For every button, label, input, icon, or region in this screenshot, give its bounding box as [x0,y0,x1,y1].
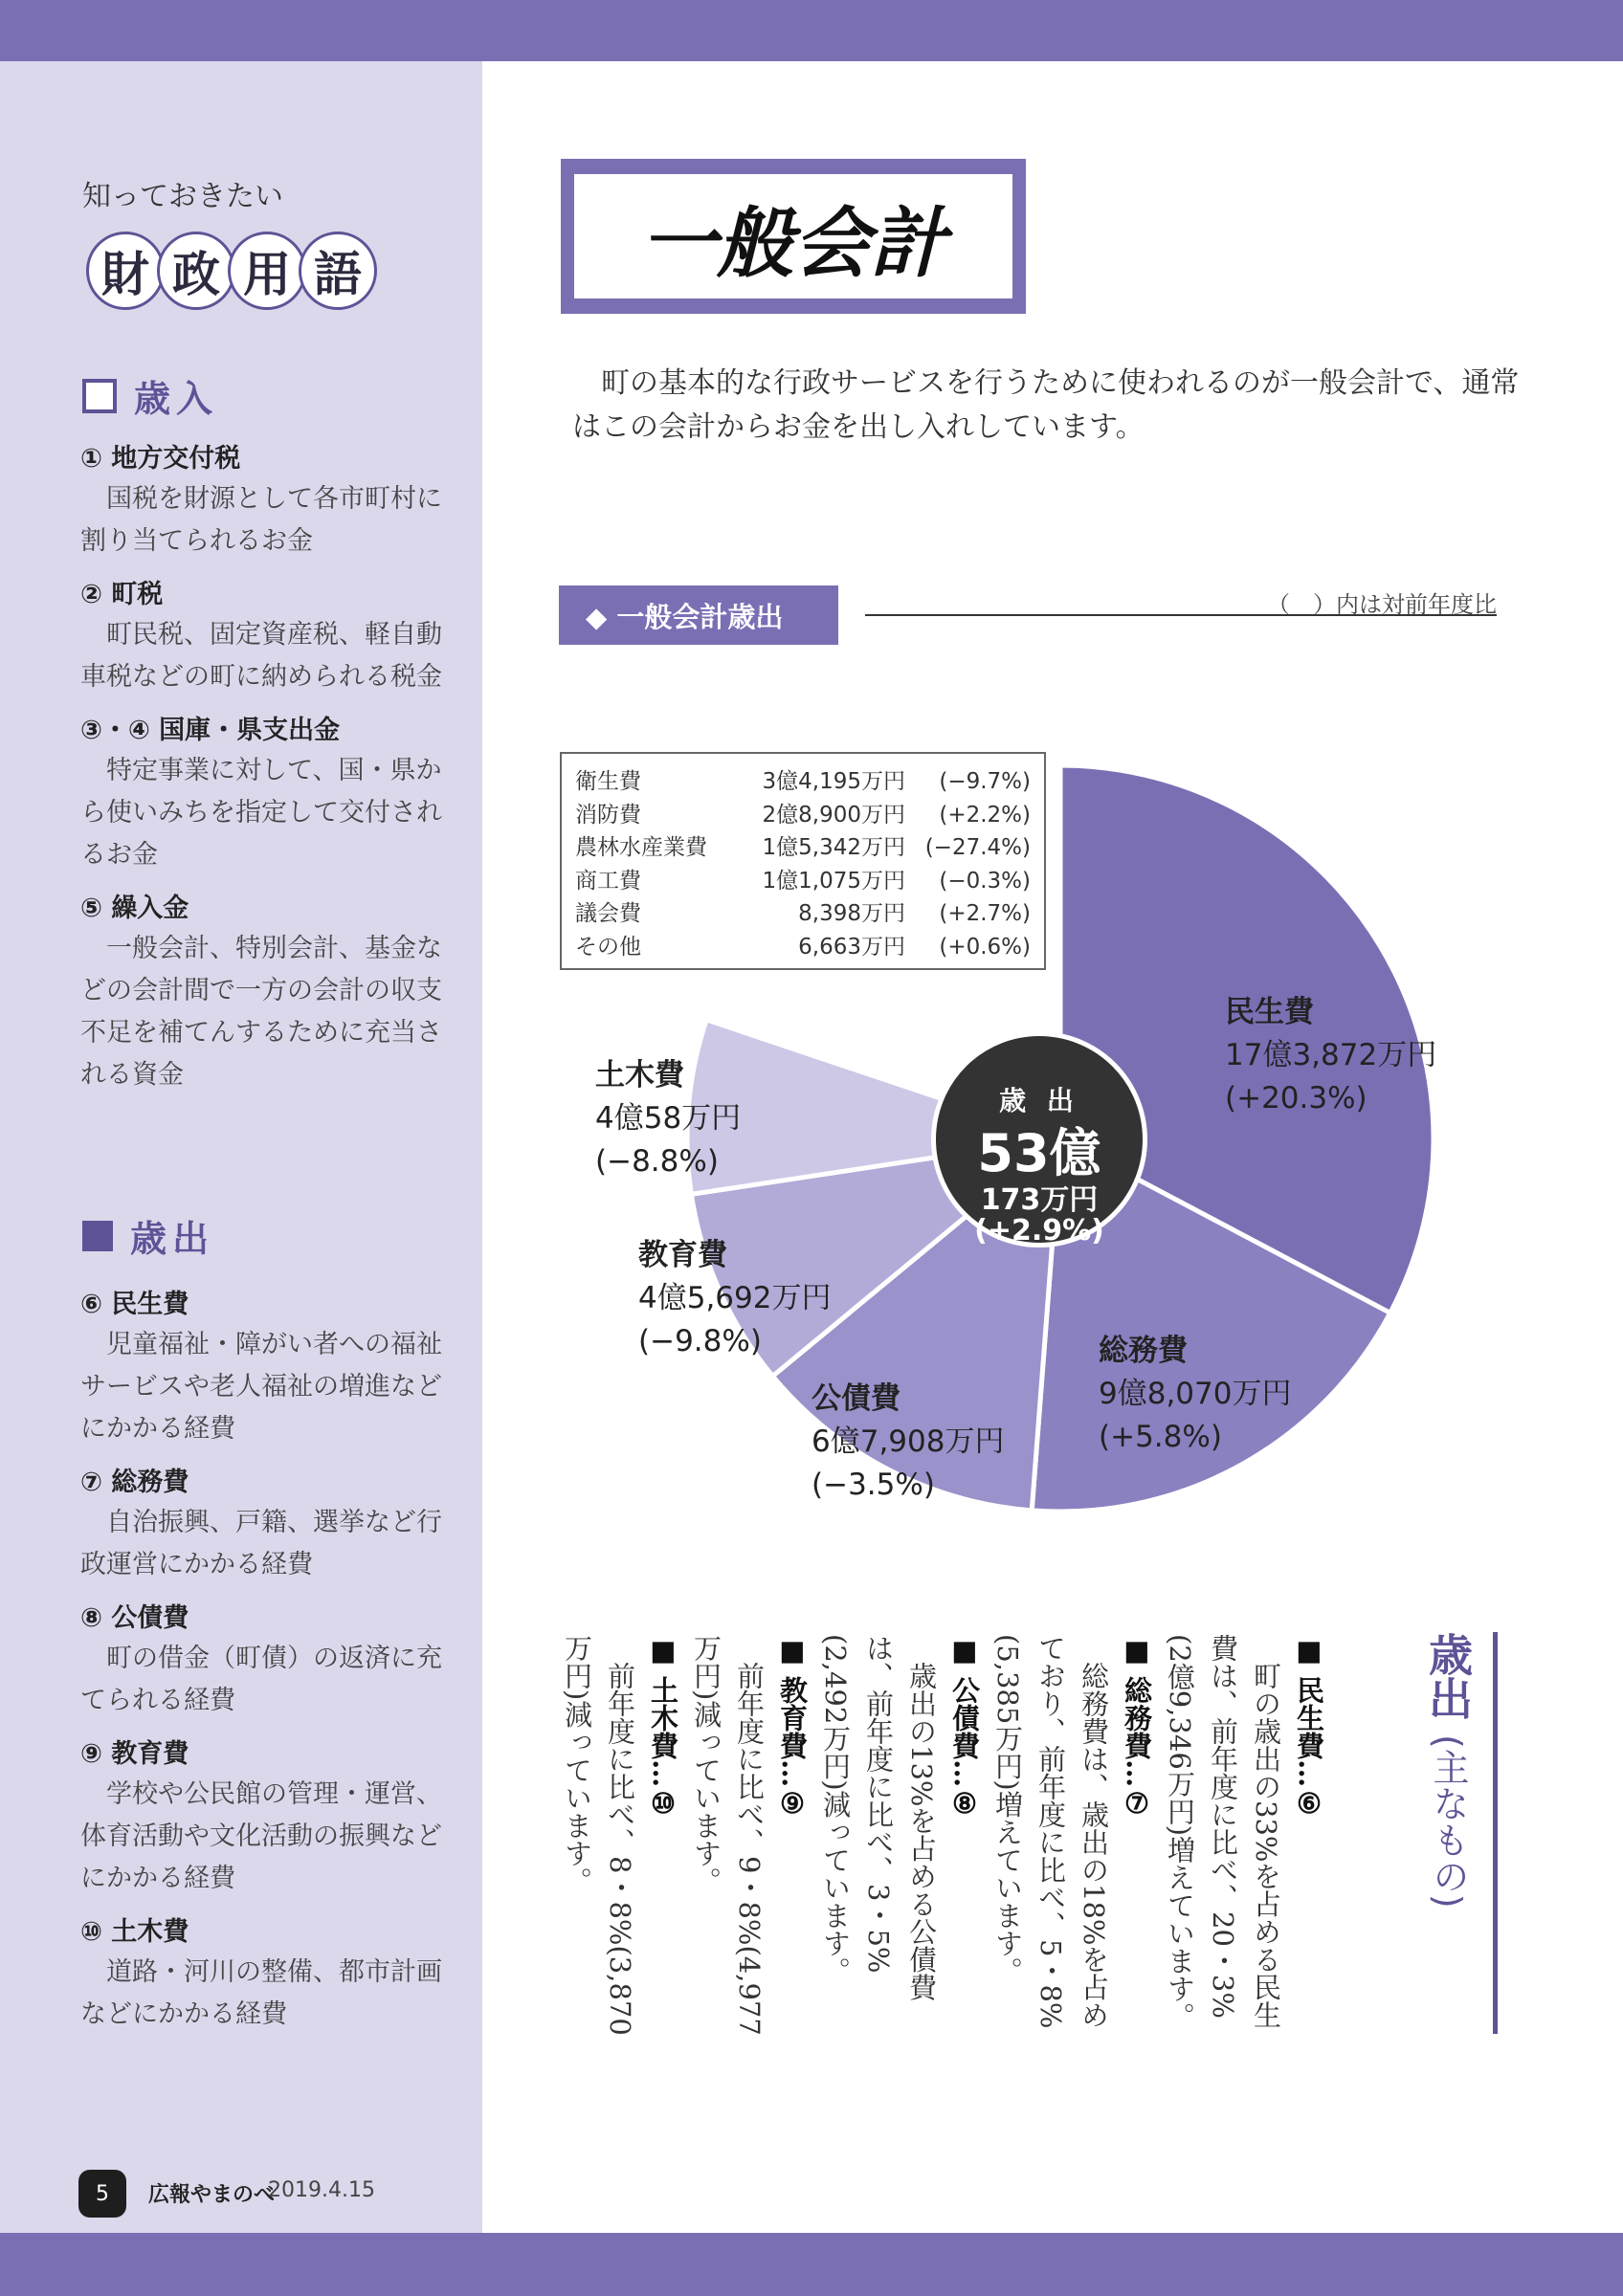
vertical-heading-sub: (主なもの) [1427,1734,1469,1909]
slice-amount: 17億3,872万円 [1225,1038,1437,1072]
vertical-explanations [561,1634,1330,2045]
explanation-body: 歳出の13%を占める公債費は、前年度に比べ、3・5%(2,492万円)減っています。 [819,1634,938,2001]
explanation-title: ■ 教育費…⑨ [776,1634,809,1821]
slice-name: 教育費 [638,1238,727,1272]
legend-row [575,831,1031,865]
slice-amount: 9億8,070万円 [1099,1377,1292,1411]
center-label: 歳 出 [999,1085,1079,1116]
pie-slice-label [812,1378,1004,1507]
explanation-body: 町の歳出の33%を占める民生費は、前年度に比べ、20・3%(2億9,346万円)増えています。 [1164,1634,1282,2031]
legend-row [575,765,1031,799]
legend-amount: 1億1,075万円 [762,868,905,894]
page-title: 一般会計 [574,174,1012,298]
legend-row [575,897,1031,931]
glossary-term-body: 学校や公民館の管理・運営、体育活動や文化活動の振興などにかかる経費 [80,1779,442,1893]
revenue-heading-text: 歳入 [134,378,219,420]
legend-change: (−9.7%) [939,769,1031,794]
legend-row [575,799,1031,832]
legend-name: 衛生費 [575,769,641,794]
legend-change: (−0.3%) [939,868,1031,894]
glossary-term-title: ⑨ 教育費 [80,1739,189,1769]
pie-slice-label [1099,1330,1291,1459]
intro-paragraph: 町の基本的な行政サービスを行うために使われるのが一般会計で、通常はこの会計からお金を出し入れしています。 [572,366,1520,444]
glossary-term-title: ⑤ 繰入金 [80,894,189,923]
vertical-heading [1416,1632,1498,2034]
legend-amount: 1億5,342万円 [762,835,905,860]
legend-change: (+2.7%) [939,901,1031,926]
explanation-title: ■ 民生費…⑥ [1293,1634,1325,1821]
legend-change: (+2.2%) [939,802,1031,828]
glossary-term-body: 道路・河川の整備、都市計画などにかかる経費 [80,1957,442,2029]
legend-row [575,865,1031,898]
slice-amount: 4億5,692万円 [638,1281,832,1315]
glossary-term-title: ⑧ 公債費 [80,1603,189,1633]
glossary-term-body: 町民税、固定資産税、軽自動車税などの町に納められる税金 [80,620,442,692]
legend-amount: 8,398万円 [798,901,905,926]
glossary-title-char: 政 [157,232,235,310]
glossary-title-char: 財 [86,232,165,310]
glossary-term-body: 特定事業に対して、国・県から使いみちを指定して交付されるお金 [80,756,442,870]
legend-row [575,931,1031,964]
legend-name: 農林水産業費 [575,835,707,860]
explanation-title: ■ 総務費…⑦ [1121,1634,1153,1821]
slice-name: 民生費 [1225,995,1314,1029]
glossary-term-body: 児童福祉・障がい者への福祉サービスや老人福祉の増進などにかかる経費 [80,1330,442,1444]
pie-slice-label [595,1054,741,1183]
slice-change: (+5.8%) [1099,1420,1222,1454]
legend-change: (−27.4%) [924,835,1031,860]
chart-note: （ ）内は対前年度比 [1267,591,1497,618]
explanation-title: ■ 土木費…⑩ [647,1634,679,1821]
glossary-term-body: 町の借金（町債）の返済に充てられる経費 [80,1644,442,1715]
publication-date: 2019.4.15 [268,2178,375,2202]
pie-center-total [931,1031,1147,1247]
expense-heading-text: 歳出 [130,1218,215,1260]
glossary-term-title: ③・④ 国庫・県支出金 [80,716,341,745]
center-change: (+2.9%) [974,1214,1104,1247]
glossary-term-title: ⑩ 土木費 [80,1917,189,1947]
chart-heading: ◆ 一般会計歳出 [559,585,838,645]
slice-change: (+20.3%) [1225,1081,1367,1115]
center-amount-small: 173万円 [980,1183,1099,1217]
pie-slice-label [638,1234,831,1363]
page-number: 5 [78,2170,126,2218]
glossary-term-body: 自治振興、戸籍、選挙など行政運営にかかる経費 [80,1508,442,1579]
slice-change: (−8.8%) [595,1144,719,1179]
legend-name: 消防費 [575,802,641,828]
legend-name: 議会費 [575,901,641,926]
glossary-term-title: ⑦ 総務費 [80,1468,189,1497]
glossary-title-char: 語 [299,232,377,310]
explanation-body: 前年度に比べ、8・8%(3,870万円)減っています。 [561,1634,636,2036]
slice-name: 公債費 [812,1381,900,1416]
center-amount-big: 53億 [977,1123,1101,1183]
vertical-heading-main: 歳出 [1422,1632,1474,1720]
chart-legend-box [560,752,1046,970]
slice-change: (−3.5%) [812,1468,935,1502]
legend-amount: 3億4,195万円 [762,769,905,794]
glossary-term-title: ① 地方交付税 [80,444,241,474]
slice-name: 総務費 [1099,1334,1188,1368]
glossary-title-char: 用 [228,232,306,310]
glossary-term-title: ② 町税 [80,580,164,609]
legend-name: 商工費 [575,868,641,894]
slice-amount: 4億58万円 [595,1101,742,1136]
explanation-body: 総務費は、歳出の18%を占めており、前年度に比べ、5・8%(5,385万円)増えています。 [991,1634,1110,2029]
pie-slice-label [1225,991,1436,1120]
explanation-body: 前年度に比べ、9・8%(4,977万円)減っています。 [690,1634,766,2036]
bottom-color-bar [0,2233,1623,2296]
legend-name: その他 [575,934,641,960]
publication-name: 広報やまのべ [148,2183,276,2207]
slice-name: 土木費 [595,1058,684,1093]
glossary-term-title: ⑥ 民生費 [80,1290,189,1319]
slice-change: (−9.8%) [638,1324,762,1358]
explanation-title: ■ 公債費…⑧ [948,1634,981,1821]
glossary-kicker: 知っておきたい [82,180,283,213]
legend-amount: 2億8,900万円 [762,802,905,828]
slice-amount: 6億7,908万円 [812,1424,1005,1459]
glossary-term-body: 一般会計、特別会計、基金などの会計間で一方の会計の収支不足を補てんするために充当される資金 [80,934,442,1090]
glossary-term-body: 国税を財源として各市町村に割り当てられるお金 [80,484,442,556]
legend-change: (+0.6%) [939,934,1031,960]
legend-amount: 6,663万円 [798,934,905,960]
